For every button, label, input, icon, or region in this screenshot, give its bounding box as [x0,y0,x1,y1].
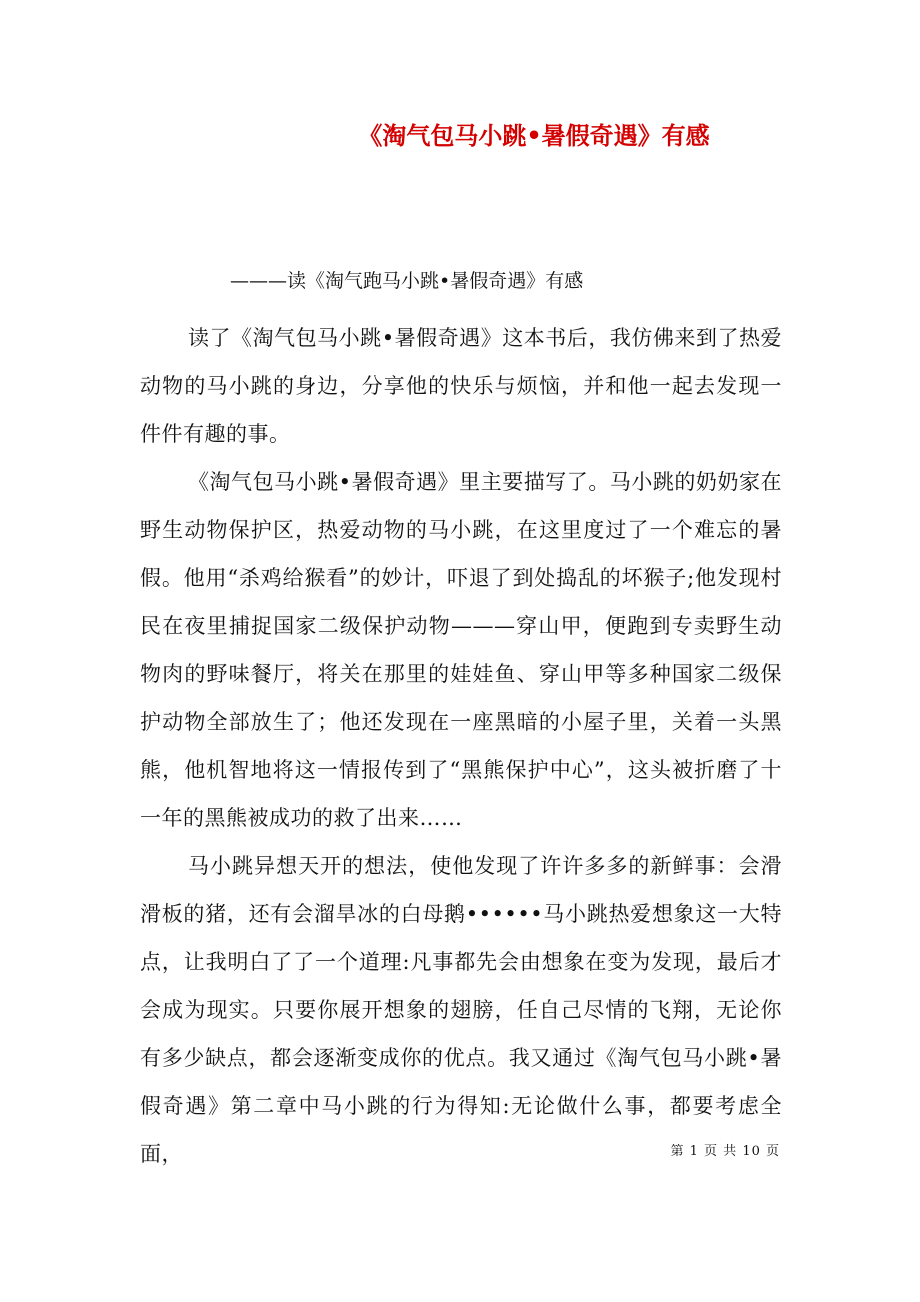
page-footer: 第 1 页 共 10 页 [670,1144,780,1159]
document-body [140,314,782,1178]
paragraph-2: 《淘气包马小跳•暑假奇遇》里主要描写了。马小跳的奶奶家在野生动物保护区，热爱动物的马小跳，在这里度过了一个难忘的暑假。他用“杀鸡给猴看”的妙计，吓退了到处捣乱的坏猴子;他发现村民在夜里捕捉国家二级保护动物———穿山甲，便跑到专卖野生动物肉的野味餐厅，将关在那里的娃娃鱼、穿山甲等多种国家二级保护动物全部放生了；他还发现在一座黑暗的小屋子里，关着一头黑熊，他机智地将这一情报传到了“黑熊保护中心”，这头被折磨了十一年的黑熊被成功的救了出来…… [140,470,782,830]
document-title: 《淘气包马小跳•暑假奇遇》有感 [358,121,710,150]
paragraph-3: 马小跳异想天开的想法，使他发现了许许多多的新鲜事：会滑滑板的猪，还有会溜旱冰的白母鹅••••••马小跳热爱想象这一大特点，让我明白了了一个道理:凡事都先会由想象在变为发现，最后才会成为现实。只要你展开想象的翅膀，任自己尽情的飞翔，无论你有多少缺点，都会逐渐变成你的优点。我又通过《淘气包马小跳•暑假奇遇》第二章中马小跳的行为得知:无论做什么事，都要考虑全面， [140,854,782,1166]
paragraph-1: 读了《淘气包马小跳•暑假奇遇》这本书后，我仿佛来到了热爱动物的马小跳的身边，分享他的快乐与烦恼，并和他一起去发现一件件有趣的事。 [140,326,782,446]
document-subtitle: ———读《淘气跑马小跳•暑假奇遇》有感 [230,270,584,292]
